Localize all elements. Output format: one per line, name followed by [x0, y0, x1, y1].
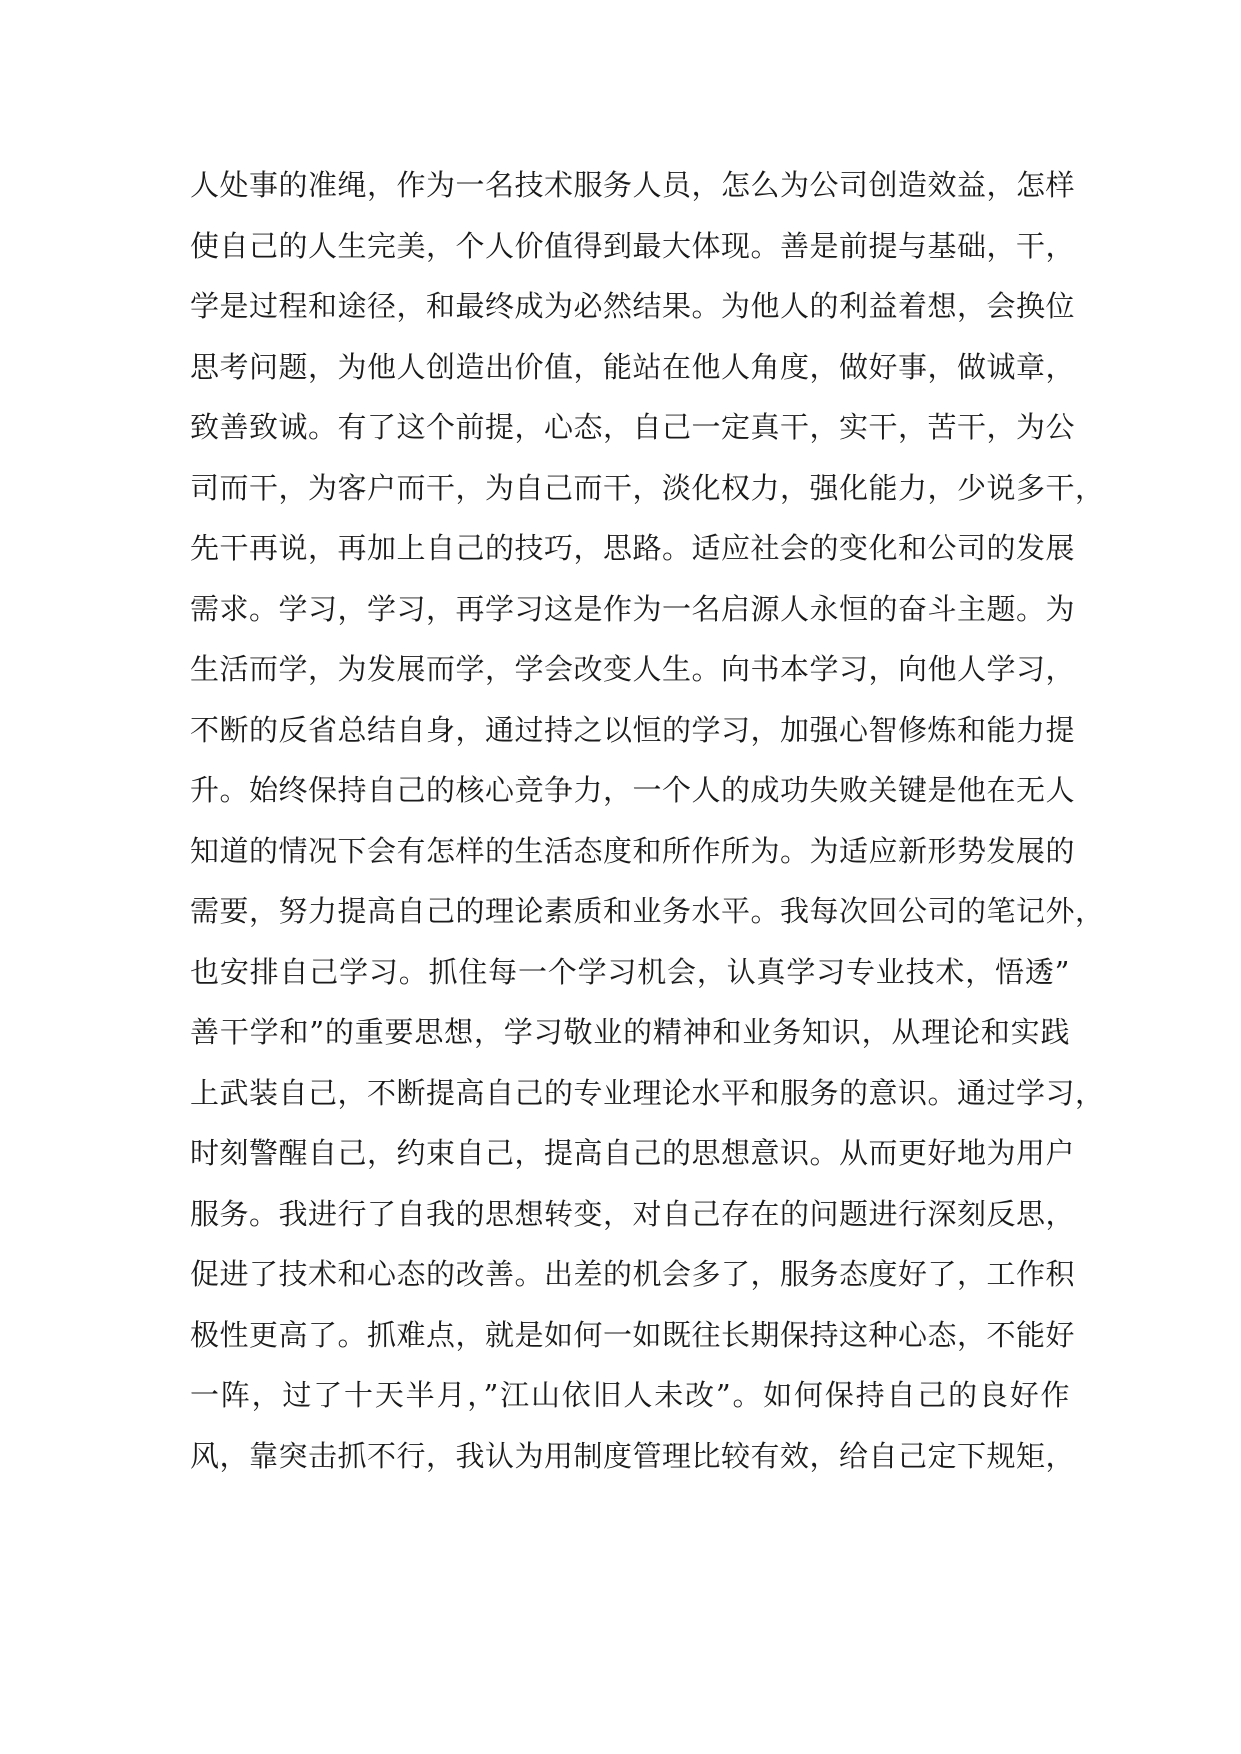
text-line: 生活而学，为发展而学，学会改变人生。向书本学习，向他人学习，	[190, 652, 1076, 686]
text-line: 善干学和”的重要思想，学习敬业的精神和业务知识，从理论和实践	[190, 1015, 1070, 1049]
text-line: 也安排自己学习。抓住每一个学习机会，认真学习专业技术，悟透”	[190, 954, 1070, 989]
text-line: 先干再说，再加上自己的技巧，思路。适应社会的变化和公司的发展	[190, 531, 1076, 565]
text-line: 致善致诚。有了这个前提，心态，自己一定真干，实干，苦干，为公	[190, 410, 1076, 444]
text-line: 促进了技术和心态的改善。出差的机会多了，服务态度好了，工作积	[190, 1257, 1076, 1291]
text-line: 不断的反省总结自身，通过持之以恒的学习，加强心智修炼和能力提	[190, 712, 1076, 747]
text-line: 人处事的准绳，作为一名技术服务人员，怎么为公司创造效益，怎样	[190, 168, 1076, 202]
text-line: 需要，努力提高自己的理论素质和业务水平。我每次回公司的笔记外，	[190, 894, 1105, 928]
text-line: 知道的情况下会有怎样的生活态度和所作所为。为适应新形势发展的	[190, 833, 1076, 868]
text-line: 需求。学习，学习，再学习这是作为一名启源人永恒的奋斗主题。为	[190, 591, 1076, 626]
text-line: 上武装自己，不断提高自己的专业理论水平和服务的意识。通过学习，	[190, 1075, 1105, 1110]
text-line: 思考问题，为他人创造出价值，能站在他人角度，做好事，做诚章，	[190, 349, 1076, 384]
text-line: 风，靠突击抓不行，我认为用制度管理比较有效，给自己定下规矩，	[190, 1438, 1076, 1473]
text-line: 时刻警醒自己，约束自己，提高自己的思想意识。从而更好地为用户	[190, 1136, 1076, 1170]
text-line: 一阵，过了十天半月，”江山依旧人未改”。如何保持自己的良好作	[190, 1378, 1070, 1412]
text-line: 学是过程和途径，和最终成为必然结果。为他人的利益着想，会换位	[190, 289, 1076, 323]
body-paragraph	[190, 155, 1105, 1486]
text-line: 服务。我进行了自我的思想转变，对自己存在的问题进行深刻反思，	[190, 1196, 1076, 1231]
text-line: 升。始终保持自己的核心竞争力，一个人的成功失败关键是他在无人	[190, 773, 1076, 807]
text-line: 司而干，为客户而干，为自己而干，淡化权力，强化能力，少说多干，	[190, 470, 1105, 505]
text-line: 极性更高了。抓难点，就是如何一如既往长期保持这种心态，不能好	[190, 1317, 1076, 1352]
text-line: 使自己的人生完美，个人价值得到最大体现。善是前提与基础，干，	[190, 228, 1076, 263]
